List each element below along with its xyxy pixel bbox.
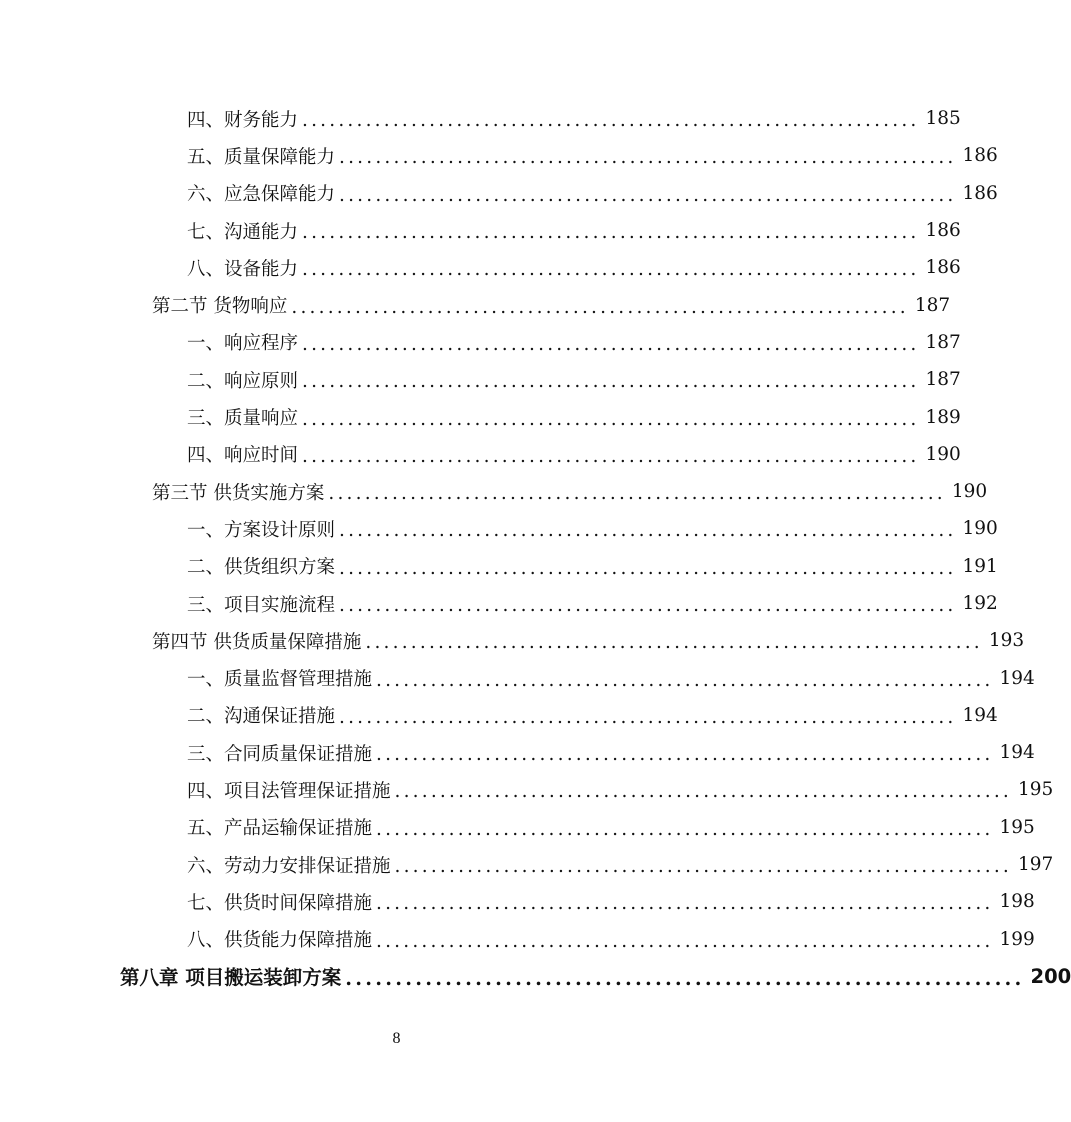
- toc-entry[interactable]: [0, 585, 998, 622]
- toc-entry-page: 193: [988, 630, 1025, 652]
- toc-entry-title: 一、质量监督管理措施: [187, 669, 373, 691]
- toc-entry-page: 195: [1018, 779, 1054, 801]
- toc-entry-title: 五、产品运输保证措施: [187, 818, 373, 840]
- toc-entry[interactable]: [0, 809, 1035, 846]
- toc-entry-page: 198: [999, 891, 1035, 913]
- toc-entry-page: 190: [925, 443, 961, 465]
- table-of-contents: [0, 100, 1071, 995]
- toc-entry-page: 190: [951, 481, 988, 503]
- toc-entry[interactable]: [0, 436, 961, 473]
- toc-entry-title: 第二节 货物响应: [152, 296, 288, 318]
- toc-entry-title: 二、沟通保证措施: [187, 706, 336, 728]
- toc-entry-title: 三、质量响应: [187, 408, 299, 430]
- toc-entry-title: 八、供货能力保障措施: [187, 930, 373, 952]
- toc-entry[interactable]: [0, 212, 961, 249]
- toc-entry-page: 187: [914, 294, 951, 316]
- toc-entry[interactable]: [0, 137, 998, 174]
- toc-leader-dots: ....................................................................: [302, 333, 920, 355]
- toc-entry-page: 185: [925, 108, 961, 130]
- toc-entry[interactable]: [0, 175, 998, 212]
- toc-entry-title: 第三节 供货实施方案: [152, 482, 325, 504]
- toc-entry[interactable]: [0, 548, 998, 585]
- toc-leader-dots: ....................................................................: [291, 296, 909, 318]
- toc-leader-dots: ....................................................................: [339, 595, 957, 616]
- toc-entry-page: 194: [999, 667, 1035, 689]
- toc-entry[interactable]: [0, 771, 1054, 808]
- toc-leader-dots: ....................................................................: [302, 259, 920, 281]
- toc-entry-page: 199: [999, 928, 1035, 950]
- toc-entry-title: 二、响应原则: [187, 370, 299, 392]
- toc-entry-title: 一、响应程序: [187, 333, 299, 355]
- toc-entry-page: 187: [925, 369, 961, 391]
- toc-entry[interactable]: [0, 510, 998, 547]
- toc-leader-dots: ....................................................................: [302, 110, 920, 132]
- toc-entry-page: 194: [999, 742, 1035, 764]
- toc-section-entry[interactable]: [0, 286, 951, 323]
- toc-entry-title: 六、应急保障能力: [187, 184, 336, 206]
- toc-entry-page: 186: [962, 182, 998, 204]
- toc-entry[interactable]: [0, 659, 1035, 696]
- toc-entry-page: 187: [925, 331, 961, 353]
- toc-leader-dots: ....................................................................: [376, 744, 994, 766]
- toc-leader-dots: ....................................................................: [339, 557, 957, 579]
- toc-entry-title: 第八章 项目搬运装卸方案: [120, 966, 342, 990]
- toc-leader-dots: ....................................................................: [302, 371, 920, 393]
- toc-entry[interactable]: [0, 883, 1035, 920]
- toc-entry[interactable]: [0, 734, 1035, 771]
- toc-entry-title: 一、方案设计原则: [187, 519, 336, 541]
- toc-entry-title: 八、设备能力: [187, 258, 299, 280]
- toc-leader-dots: ....................................................................: [376, 930, 994, 952]
- toc-entry-title: 七、沟通能力: [187, 221, 299, 243]
- toc-entry-page: 197: [1018, 854, 1054, 876]
- toc-section-entry[interactable]: [0, 473, 988, 510]
- toc-entry[interactable]: [0, 697, 998, 734]
- toc-entry-page: 200: [1030, 964, 1071, 988]
- page-number: 8: [392, 1030, 401, 1047]
- toc-entry[interactable]: [0, 249, 961, 286]
- toc-entry[interactable]: [0, 846, 1054, 883]
- toc-entry-page: 194: [962, 704, 998, 726]
- toc-entry[interactable]: [0, 921, 1035, 958]
- toc-leader-dots: ....................................................................: [302, 445, 920, 467]
- toc-entry-title: 七、供货时间保障措施: [187, 892, 373, 914]
- toc-leader-dots: ....................................................................: [339, 706, 957, 728]
- toc-leader-dots: ....................................................................: [339, 147, 957, 169]
- toc-entry[interactable]: [0, 361, 961, 398]
- toc-entry[interactable]: [0, 100, 961, 137]
- toc-leader-dots: ....................................................................: [376, 818, 994, 840]
- toc-entry-title: 二、供货组织方案: [187, 557, 336, 579]
- toc-entry-title: 三、合同质量保证措施: [187, 743, 373, 765]
- toc-entry-page: 189: [925, 406, 961, 428]
- toc-entry[interactable]: [0, 398, 961, 435]
- toc-entry-title: 四、响应时间: [187, 445, 299, 467]
- toc-entry-title: 六、劳动力安排保证措施: [187, 855, 391, 877]
- toc-leader-dots: ....................................................................: [302, 222, 920, 244]
- toc-entry-page: 186: [925, 257, 961, 279]
- toc-entry-title: 三、项目实施流程: [187, 594, 336, 616]
- toc-entry-page: 186: [962, 145, 998, 167]
- toc-leader-dots: ....................................................................: [376, 669, 994, 691]
- toc-entry-title: 四、财务能力: [187, 109, 299, 131]
- toc-entry-page: 192: [962, 593, 998, 614]
- toc-leader-dots: ....................................................................: [365, 632, 983, 654]
- toc-leader-dots: ....................................................................: [328, 483, 946, 505]
- toc-leader-dots: ....................................................................: [345, 966, 1025, 990]
- toc-entry-title: 五、质量保障能力: [187, 146, 336, 168]
- toc-leader-dots: ....................................................................: [339, 520, 957, 542]
- toc-leader-dots: ....................................................................: [376, 893, 994, 915]
- toc-entry-page: 190: [962, 518, 998, 540]
- toc-entry-title: 四、项目法管理保证措施: [187, 780, 391, 802]
- toc-entry-page: 195: [999, 816, 1035, 838]
- toc-entry[interactable]: [0, 324, 961, 361]
- toc-entry-title: 第四节 供货质量保障措施: [152, 631, 362, 653]
- toc-entry-page: 186: [925, 220, 961, 242]
- toc-leader-dots: ....................................................................: [394, 856, 1012, 878]
- toc-entry-page: 191: [962, 555, 998, 577]
- toc-leader-dots: ....................................................................: [339, 184, 957, 206]
- toc-chapter-entry[interactable]: [0, 958, 1071, 995]
- toc-section-entry[interactable]: [0, 622, 1025, 659]
- toc-leader-dots: ....................................................................: [302, 408, 920, 430]
- toc-leader-dots: ....................................................................: [394, 781, 1012, 803]
